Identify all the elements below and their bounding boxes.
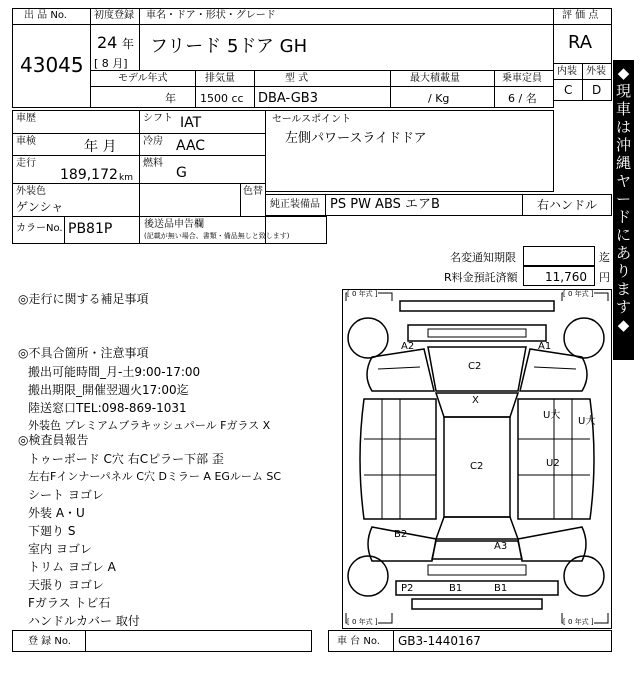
ac-label: 冷房 [143, 136, 163, 147]
type-label: 型 式 [285, 73, 309, 84]
wheel-front-right [564, 318, 604, 358]
mileage-label: 走行 [16, 158, 36, 169]
inspector-line: 下廻り S [28, 524, 76, 538]
driving-heading: ◎走行に関する補足事項 [18, 292, 149, 306]
history-label: 車歴 [16, 113, 36, 124]
inspection-value: 年 月 [84, 139, 117, 155]
mileage-value: 189,172 [60, 167, 118, 183]
front-bumper [400, 301, 554, 311]
mark-b1-b: B1 [494, 583, 508, 594]
defect-lines [28, 363, 270, 435]
mark-a1: A1 [538, 341, 552, 352]
inspector-line: 左右Fインナーパネル C穴 Dミラー A EGルーム SC [28, 470, 282, 483]
month-value: [ 8 月] [94, 57, 128, 70]
chassis-divider [393, 630, 394, 652]
inspector-line: シート ヨゴレ [28, 488, 104, 502]
name-change-field [523, 246, 595, 266]
capacity-label: 乗車定員 [502, 73, 542, 84]
exterior-color-value: ゲンシャ [16, 200, 64, 214]
exterior-label: 外装 [586, 66, 606, 77]
interior-label: 内装 [557, 66, 577, 77]
equipment-value: PS PW ABS エアB [330, 197, 440, 212]
exterior-value: D [592, 83, 602, 97]
color-no-divider [64, 216, 65, 244]
defects-heading: ◎不具合箇所・注意事項 [18, 346, 149, 360]
inspector-heading: ◎検査員報告 [18, 433, 89, 447]
docs-label: 後送品申告欄 [144, 219, 204, 230]
front-grille [408, 325, 546, 341]
shift-label: シフト [143, 113, 173, 124]
defect-line: 搬出可能時間_月-土9:00-17:00 [28, 365, 201, 379]
inspector-line: 外装 A・U [28, 506, 85, 520]
first-reg-label: 初度登録 [94, 10, 134, 21]
recycle-unit: 円 [599, 271, 610, 284]
displacement-label: 排気量 [205, 73, 235, 84]
inspector-line: Fガラス トビ石 [28, 596, 111, 610]
defect-line: 陸送窓口TEL:098-869-1031 [28, 401, 187, 415]
steering-value: 右ハンドル [537, 198, 598, 212]
diagram-corner-label-tl: [ 0 年式 ] [347, 290, 378, 298]
name-change-label: 名変通知期限 [450, 251, 516, 264]
inspector-line: トリム ヨゴレ A [28, 560, 116, 574]
ac-value: AAC [176, 138, 206, 154]
tailgate [432, 541, 522, 559]
rear-bumper [396, 581, 558, 595]
inspector-line: ハンドルカバー 取付 [28, 614, 140, 628]
fuel-label: 燃料 [143, 158, 163, 169]
mark-a3: A3 [494, 541, 508, 552]
inspector-line: 室内 ヨゴレ [28, 542, 92, 556]
mark-b1-a: B1 [449, 583, 463, 594]
inspection-label: 車検 [16, 136, 36, 147]
front-grille-inner [428, 329, 526, 337]
mark-x: X [472, 395, 479, 406]
lot-label: 出 品 No. [24, 10, 67, 21]
front-fender-right [520, 349, 587, 391]
interior-value: C [564, 83, 573, 97]
spec-col-4 [494, 70, 495, 108]
docs-note: (記載が無い場合、書類・備品無しと致します) [144, 232, 290, 240]
mark-u-large-b: U大 [578, 416, 596, 427]
left-door-lines [364, 399, 436, 519]
spec-col-3 [390, 70, 391, 108]
diagram-corner-label-bl: [ 0 年式 ] [347, 618, 378, 626]
inspector-lines [28, 450, 281, 630]
spec-col-1 [195, 70, 196, 108]
color-no-value: PB81P [68, 221, 113, 237]
model-label: 車名・ドア・形状・グレード [146, 10, 276, 21]
rear-step [412, 599, 542, 609]
rear-window [436, 517, 518, 539]
defect-line: 外装色 プレミアムブラキッシュパール Fガラス X [28, 419, 271, 432]
shift-value: IAT [180, 115, 202, 131]
steering-divider [522, 194, 523, 216]
diagram-corner-label-tr: [ 0 年式 ] [563, 290, 594, 298]
color-change-divider [240, 183, 241, 216]
sales-point-label: セールスポイント [272, 114, 352, 125]
equipment-divider [325, 194, 326, 216]
fuel-value: G [176, 165, 187, 181]
mark-b2: B2 [394, 529, 408, 540]
car-diagram [342, 289, 612, 629]
rear-garnish [428, 565, 526, 575]
details-row-3 [12, 183, 266, 184]
details-row-1 [12, 133, 266, 134]
left-side [360, 399, 436, 519]
mark-u2: U2 [546, 458, 560, 469]
max-load-label: 最大積載量 [410, 73, 460, 84]
year-value: 24 [97, 33, 118, 52]
mileage-unit: km [119, 173, 133, 183]
recycle-value: 11,760 [545, 270, 587, 284]
sales-point-value: 左側パワースライドドア [285, 131, 427, 146]
mark-a2: A2 [401, 341, 415, 352]
grade-label: 評 価 点 [562, 10, 599, 21]
lot-number: 43045 [20, 53, 84, 77]
model-year-unit: 年 [165, 92, 176, 105]
model-value: フリード 5ドア GH [150, 36, 308, 57]
mark-c2-mid: C2 [470, 461, 484, 472]
year-unit: 年 [122, 37, 135, 51]
chassis-value: GB3-1440167 [398, 634, 481, 648]
wheel-rear-left [348, 556, 388, 596]
wheel-rear-right [564, 556, 604, 596]
recycle-label: R料金預託済額 [444, 271, 518, 284]
color-no-label: カラーNo. [16, 223, 63, 234]
spec-col-2 [254, 70, 255, 108]
displacement-value: 1500 cc [200, 92, 244, 105]
defect-line: 搬出期限_開催翌週火17:00迄 [28, 383, 189, 397]
inspector-line: トゥーボード C穴 右Cピラー下部 歪 [28, 452, 224, 466]
capacity-value: 6 / 名 [508, 92, 537, 105]
max-load-value: / Kg [428, 92, 450, 105]
name-change-unit: 迄 [599, 251, 610, 264]
diagram-corner-label-br: [ 0 年式 ] [563, 618, 594, 626]
registration-label: 登 録 No. [28, 636, 71, 647]
chassis-label: 車 台 No. [337, 636, 380, 647]
wheel-front-left [348, 318, 388, 358]
rear-quarter-right [518, 527, 586, 561]
registration-divider [85, 630, 86, 652]
model-year-label: モデル年式 [118, 73, 168, 84]
spec-divider [90, 86, 554, 87]
exterior-color-label: 外装色 [16, 186, 46, 197]
details-mid-divider [139, 110, 140, 216]
color-change-label: 色替 [243, 186, 263, 197]
details-row-2 [12, 155, 266, 156]
equipment-label: 純正装備品 [270, 199, 320, 210]
grade-value: RA [568, 32, 593, 53]
mark-c2-top: C2 [468, 361, 482, 372]
side-note-text: ◆現車は沖縄ヤードにあります◆ [615, 64, 631, 334]
type-value: DBA-GB3 [258, 91, 318, 106]
inspector-line: 天張り ヨゴレ [28, 578, 104, 592]
mark-u-large-a: U大 [543, 410, 561, 421]
mark-p2: P2 [401, 583, 414, 594]
